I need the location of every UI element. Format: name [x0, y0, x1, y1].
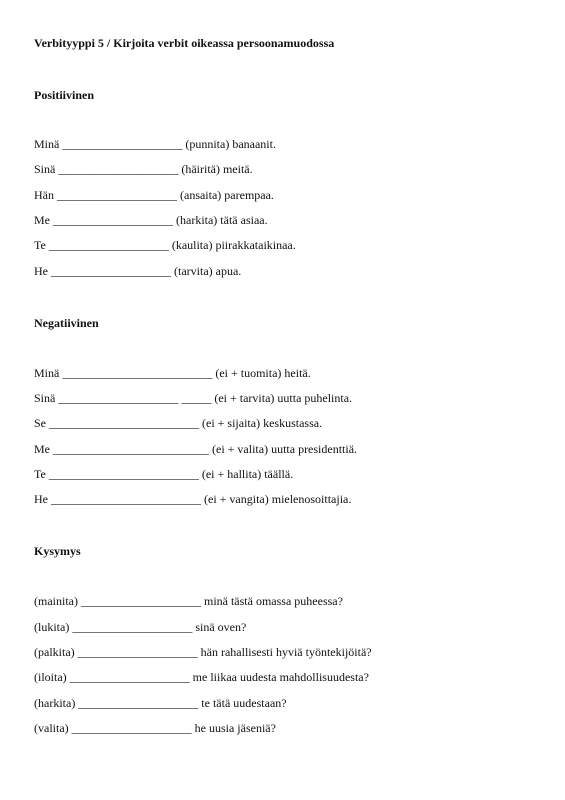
exercise-line: (lukita) ____________________ sinä oven?: [34, 620, 247, 634]
worksheet-title: Verbityyppi 5 / Kirjoita verbit oikeassa persoonamuodossa: [34, 36, 335, 50]
exercise-line: (mainita) ____________________ minä tästä omassa puheessa?: [34, 594, 343, 608]
exercise-line: Sinä ____________________ (häiritä) meitä.: [34, 162, 253, 176]
exercise-line: Te _________________________ (ei + hallita) täällä.: [34, 467, 294, 481]
exercise-line: (valita) ____________________ he uusia jäseniä?: [34, 721, 276, 735]
exercise-line: Hän ____________________ (ansaita) parempaa.: [34, 188, 274, 202]
exercise-line: Me ____________________ (harkita) tätä asiaa.: [34, 213, 268, 227]
section-heading-question: Kysymys: [34, 544, 81, 558]
exercise-line: Minä ____________________ (punnita) banaanit.: [34, 137, 276, 151]
exercise-line: (iloita) ____________________ me liikaa uudesta mahdollisuudesta?: [34, 670, 369, 684]
exercise-line: He _________________________ (ei + vangita) mielenosoittajia.: [34, 492, 352, 506]
exercise-line: Minä _________________________ (ei + tuomita) heitä.: [34, 366, 311, 380]
section-heading-negative: Negatiivinen: [34, 316, 99, 330]
section-heading-positive: Positiivinen: [34, 88, 95, 102]
exercise-line: (palkita) ____________________ hän rahallisesti hyviä työntekijöitä?: [34, 645, 372, 659]
exercise-line: Me __________________________ (ei + valita) uutta presidenttiä.: [34, 442, 358, 456]
exercise-line: (harkita) ____________________ te tätä uudestaan?: [34, 696, 287, 710]
exercise-line: Se _________________________ (ei + sijaita) keskustassa.: [34, 416, 323, 430]
exercise-line: Sinä ____________________ _____ (ei + tarvita) uutta puhelinta.: [34, 391, 353, 405]
exercise-line: Te ____________________ (kaulita) piirakkataikinaa.: [34, 238, 296, 252]
exercise-line: He ____________________ (tarvita) apua.: [34, 264, 242, 278]
